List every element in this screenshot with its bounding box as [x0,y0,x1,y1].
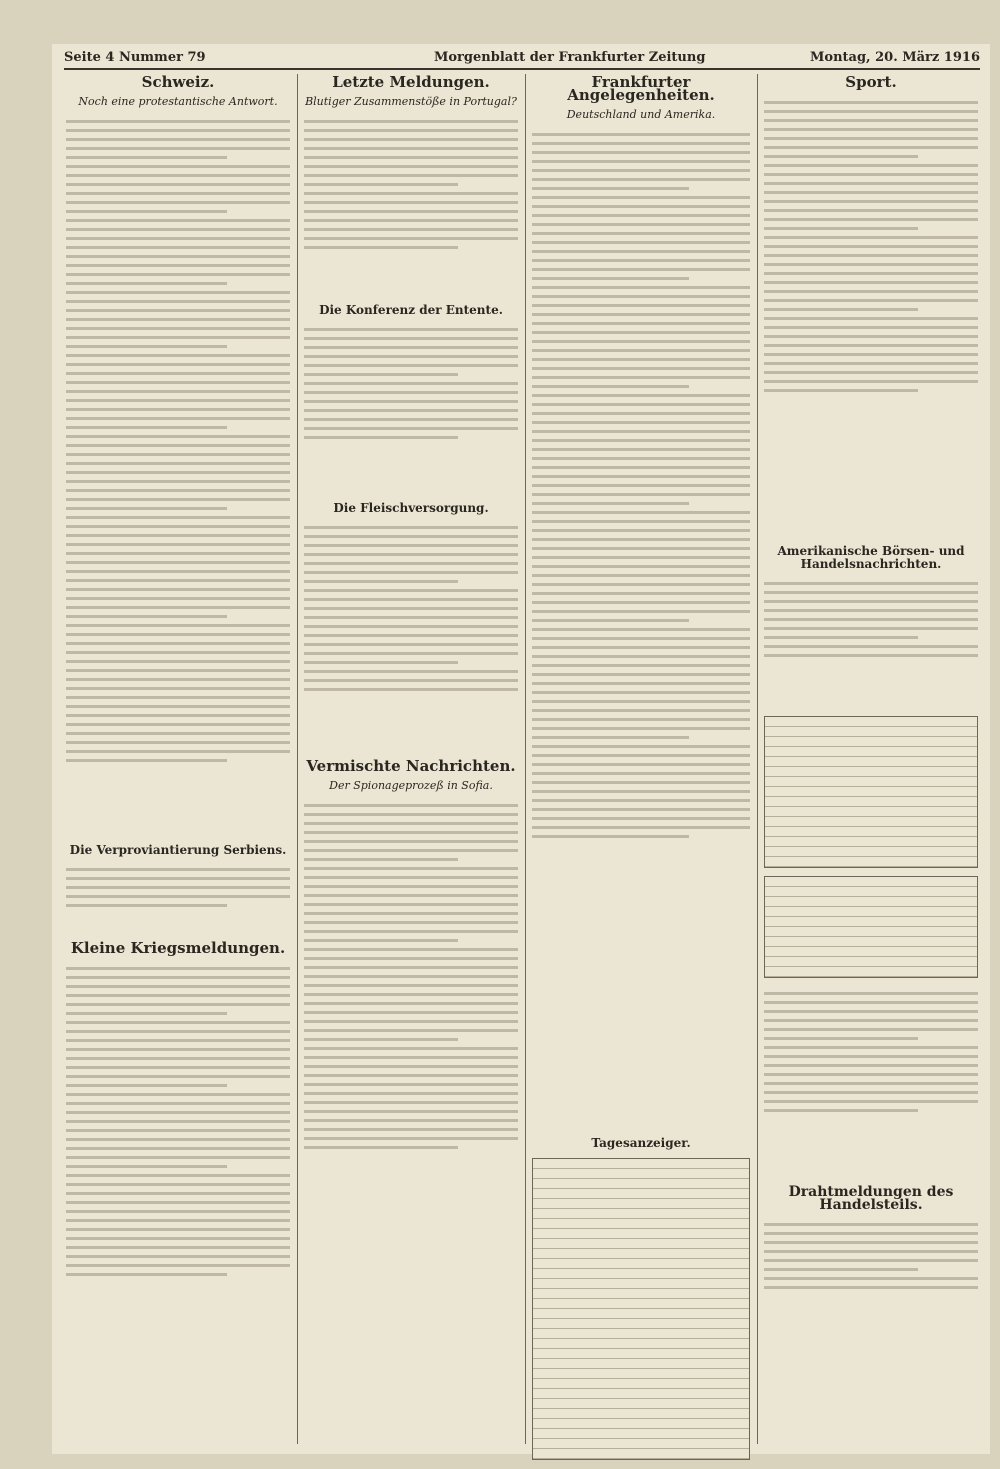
price-table [764,876,978,978]
article-body [304,798,518,1318]
section-headline: Die Verproviantierung Serbiens. [69,843,287,857]
article-body [66,862,290,932]
column-3 [532,74,750,1444]
article-body [304,322,518,492]
page-header [64,48,980,70]
article-body [304,114,518,294]
article-body [304,520,518,750]
article-headline: Letzte Meldungen. [332,73,490,91]
newspaper-title: Morgenblatt der Frankfurter Zeitung [434,50,706,65]
page-number: Seite 4 Nummer 79 [64,50,206,65]
article-subheadline: Der Spionageprozeß in Sofia. [329,779,493,792]
issue-date: Montag, 20. März 1916 [810,50,980,65]
article-subheadline: Noch eine protestantische Antwort. [78,95,278,108]
section-headline: Die Konferenz der Entente. [319,303,503,317]
section-headline: Amerikanische Börsen- und Handelsnachrichten. [777,544,965,571]
price-table [764,716,978,868]
article-body [764,576,978,706]
column-rule [297,74,298,1444]
section-headline: Die Fleischversorgung. [333,501,489,515]
article-body [66,114,290,834]
article-headline: Sport. [845,73,897,91]
article-body [532,127,750,1127]
section-headline: Drahtmeldungen des Handelsteils. [788,1184,954,1213]
column-rule [525,74,526,1444]
section-headline: Tagesanzeiger. [591,1136,691,1150]
column-rule [757,74,758,1444]
article-headline: Schweiz. [141,73,215,91]
article-body [764,95,978,535]
column-2 [304,74,518,1444]
column-4 [764,74,978,1444]
section-headline: Vermischte Nachrichten. [306,757,516,775]
article-subheadline: Deutschland und Amerika. [566,108,716,121]
schedule-table [532,1158,750,1460]
section-headline: Kleine Kriegsmeldungen. [70,939,286,957]
article-body [764,1217,978,1337]
article-headline: Frankfurter Angelegenheiten. [567,73,715,104]
article-body [66,961,290,1381]
column-1 [66,74,290,1444]
article-body [764,986,978,1176]
article-subheadline: Blutiger Zusammenstöße in Portugal? [305,95,517,108]
